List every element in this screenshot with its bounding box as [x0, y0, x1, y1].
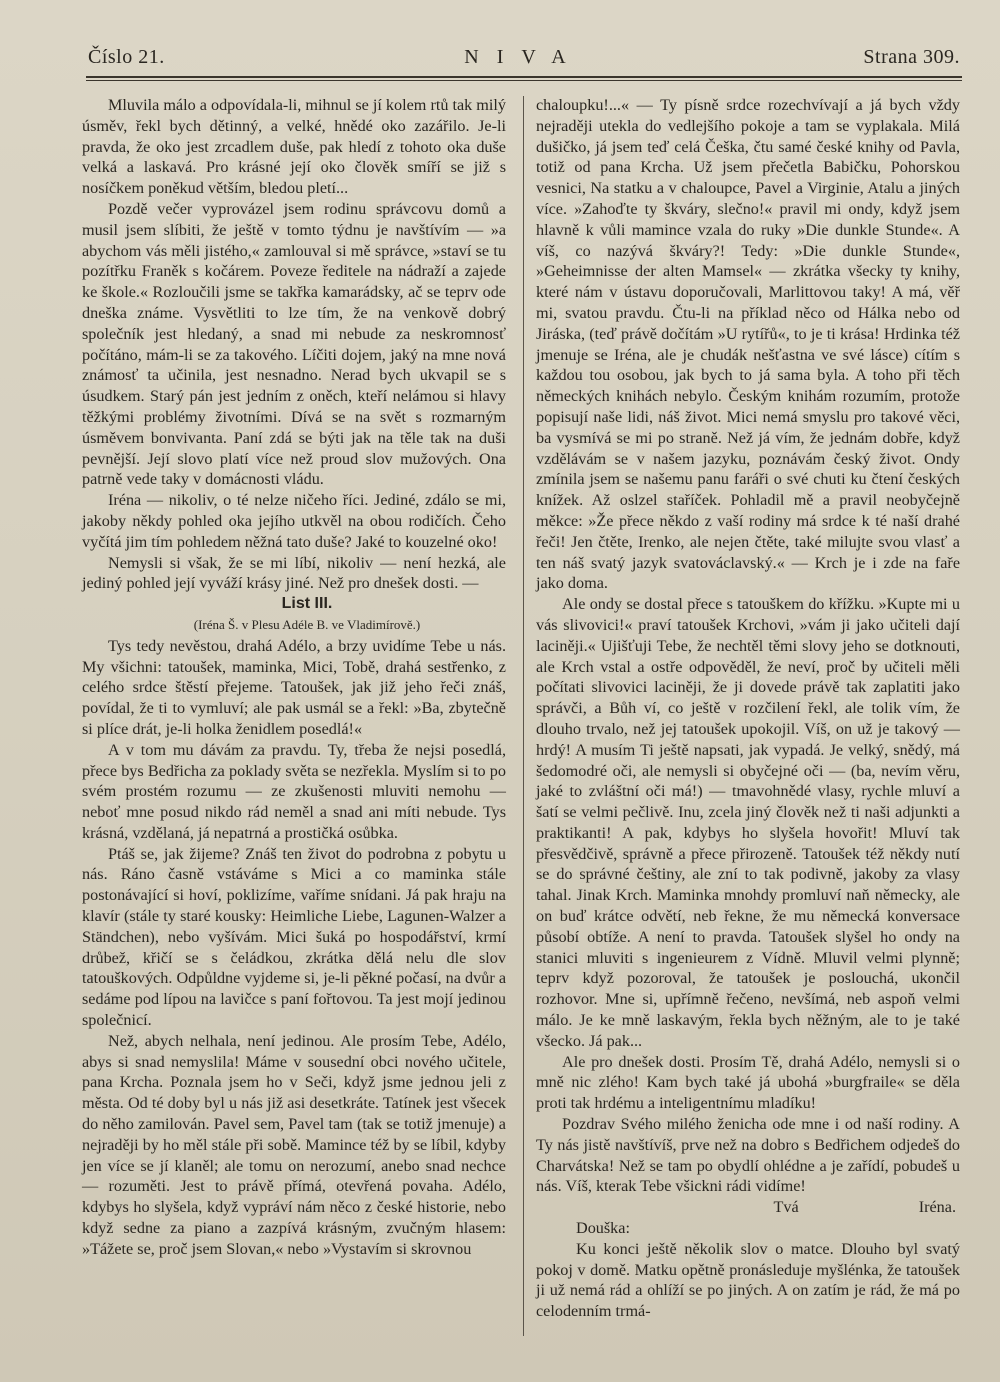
column-divider: [523, 96, 524, 1336]
paragraph: chaloupku!...« — Ty písně srdce rozechvívají a já bych vždy nejraději utekla do vedlejšího pokoje a tam se vyplakala. Milá dušičko, já jsem teď celá Češka, čtu samé české knihy od Pavla, totiž od pana Krcha. Už jsem přečetla Babičku, Pohorskou vesnici, Na statku a v chaloupce, Pavel a Virginie, Atalu a jiných více. »Zahoďte ty škváry, slečno!« pravil mi ondy, když jsem hlavně k vůli mamince vzala do ruky »Die dunkle Stunde«. A víš, co nazývá škváry?! Tedy: »Die dunkle Stunde«, »Geheimnisse der alten Mamsel« — zkrátka všecky ty knihy, které nám v ústavu doporučovali, Marlittovou taky! A má, věř mi, svatou pravdu. Čtu-li na příklad něco od Hálka nebo od Jiráska, (teď právě dočítám »U rytířů«, to je ti krása! Hrdinka též jmenuje se Iréna, ale je chudák nešťastna ve své lásce) cítím s každou tou osobou, jak bych to já sama byla. A toho při těch německých knihách nebylo. Českým knihám rozumím, protože popisují naše lidi, náš život. Mici nemá smyslu pro takové věci, ba vysmívá se mi po straně. Než já vím, že jednám dobře, když vzdělávám se v našem jazyku, poznávám český život. Ondy zmínila jsem se našemu panu faráři o své chuti ku čtení českých knížek. Až oslzel staříček. Pohladil mě a pravil neobyčejně měkce: »Že přece někdo z vaší rodiny má srdce k té naší drahé řeči! Jen čtěte, Irenko, ale nejen čtěte, také milujte svou vlasť a ten náš svatý jazyk svatováclavský.« — Krch je i zde na faře jako doma.: [536, 96, 960, 593]
postscript-text: Ku konci ještě několik slov o matce. Dlouho byl svatý pokoj v domě. Matku opětně pronásleduje myšlénka, že tatoušek ji už nemá rád a ohlíží se po jiných. A on zatím je rád, že má po celodenním trmá-: [536, 1239, 960, 1321]
header-rule-thin: [86, 80, 962, 81]
issue-number: Číslo 21.: [88, 46, 165, 68]
signature-valediction: Tvá: [773, 1198, 799, 1217]
paragraph: Tys tedy nevěstou, drahá Adélo, a brzy uvidíme Tebe u nás. My všichni: tatoušek, maminka, Mici, Tobě, drahá sestřenko, z celého srdce štěstí přejeme. Tatoušek, jak již jeho řeči znáš, povídal, že ti to vymluví; ale pak usmál se a řekl: »Ba, zbytečně si plíce drát, je-li holka ženidlem posedlá!«: [82, 636, 506, 738]
paragraph: Ale pro dnešek dosti. Prosím Tě, drahá Adélo, nemysli si o mně nic zlého! Kam bych také já ubohá »burgfraile« se děla proti tak hrdému a inteligentnímu mladíku!: [536, 1052, 960, 1113]
letter-heading: List III.: [281, 595, 333, 613]
postscript-label: Douška:: [576, 1219, 630, 1238]
paragraph: Nemysli si však, že se mi líbí, nikoliv — není hezká, ale jediný pohled její vyváží krásy jiné. Než pro dnešek dosti. —: [82, 553, 506, 593]
signature-name: Iréna.: [918, 1198, 956, 1217]
paragraph: Iréna — nikoliv, o té nelze ničeho říci. Jediné, zdálo se mi, jakoby někdy pohled oka jejího utkvěl na obou rodičích. Čeho vyčítá jim tím pohledem něžná tato duše? Jaké to kouzelné oko!: [82, 491, 506, 551]
paragraph: Pozdrav Svého milého ženicha ode mne i od naší rodiny. A Ty nás jistě navštívíš, prve než na dobro s Bedřichem odjedeš do Charvátska! Než se tam po obydlí ohlédne a je zařídí, pobudeš u nás. Víš, kterak Tebe všickni rádi vidíme!: [536, 1115, 960, 1196]
paragraph: Ale ondy se dostal přece s tatouškem do křížku. »Kupte mi u vás slivovici!« praví tatoušek Krchovi, »vám ji jako učiteli dají laciněji.« Ujišťuji Tebe, že nechtěl těmi slovy jeho se dotknouti, ale Krch vstal a ostře odpověděl, že neví, proč by učiteli měli počítati slivovici laciněji, že ji dovede právě tak zaplatiti jako správči, a Bůh ví, co ještě v rozčilení řekl, ale tolik vím, že dlouho trvalo, než jej tatoušek upokojil. Víš, on už je takový — hrdý! A musím Ti ještě napsati, jak vypadá. Je velký, snědý, má šedomodré oči, ale nemysli si obyčejné oči — (ba, nevím věru, jaké to zvláštní oči má!) — tmavohnědé vlasy, rychle mluví a šatí se velmi pečlivě. Inu, zcela jiný člověk než ti naši adjunkti a praktikanti! A pak, kdybys ho slyšela hovořit! Mluví tak přesvědčivě, správně a přece přirozeně. Tatoušek též někdy nutí se do správné češtiny, ale zní to tak podivně, jakoby za vlasy tahal. Jinak Krch. Maminka mnohdy promluví naň německy, ale on buď krátce odvětí, neb řekne, že mu německá konversace působí obtíže. A není to pravda. Tatoušek slyšel ho ondy na stanici mluviti s ingenieurem z Vídně. Mluvil velmi plynně; teprv když pozoroval, že tatoušek je poslouchá, ukončil rozhovor. Mne si, upřímně řečeno, nevšímá, neb aspoň velmi málo. Je ke mně laskavým, řekla bych něžným, ale to je také všecko. Já pak...: [536, 595, 960, 1050]
letter-subheading: (Iréna Š. v Plesu Adéle B. ve Vladimírově.): [193, 616, 421, 632]
periodical-title: NIVA: [464, 46, 584, 68]
page-header: [88, 46, 960, 76]
right-column: [536, 95, 960, 1322]
left-column: [82, 95, 506, 1260]
paragraph: Než, abych nelhala, není jedinou. Ale prosím Tebe, Adélo, abys si snad nemyslila! Máme v sousední obci nového učitele, pana Krcha. Poznala jsem ho v Seči, když jsme jednou jeli z města. Od té doby byl u nás již asi desetkráte. Tatínek jest všecek do něho zamilován. Pavel sem, Pavel tam (tak se totiž jmenuje) a nejraději by ho měl stále při sobě. Mamince též by se líbil, kdyby jen více se jí klaněl; ale tomu on nerozumí, anebo snad nechce — rozuměti. Jest to právě přímá, otevřená povaha. Adélo, kdybys ho slyšela, když vypráví nám něco z české historie, nebo když sedne za piano a zazpívá krásným, zvučným hlasem: »Tážete se, proč jsem Slovan,« nebo »Vystavím si skrovnou: [82, 1031, 506, 1258]
header-rule: [86, 76, 962, 78]
paragraph: Mluvila málo a odpovídala-li, mihnul se jí kolem rtů tak milý úsměv, řekl bych dětinný, a velké, hnědé oko zazářilo. Je-li pravda, že oko jest zrcadlem duše, pak hledí z tohoto oka duše velká a laskavá. Pro krásné její oko člověk smíří se již s nosíčkem poněkud větším, bledou pletí...: [82, 96, 506, 198]
paragraph: A v tom mu dávám za pravdu. Ty, třeba že nejsi posedlá, přece bys Bedřicha za poklady světa se nezřekla. Myslím si to po svém prostém rozumu — ze zkušenosti mluviti nemohu — neboť mne posud nikdo rád neměl a snad ani míti nebude. Tys krásná, vzdělaná, já nepatrná a prostičká osůbka.: [82, 740, 506, 842]
signature: [536, 1197, 960, 1218]
paragraph: Ptáš se, jak žijeme? Znáš ten život do podrobna z pobytu u nás. Ráno časně vstáváme s Mici a co maminka stále postonávající si hoví, poklizíme, vaříme snídani. Já pak hraju na klavír (stále ty staré kousky: Heimliche Liebe, Lagunen-Walzer a Ständchen), nebo vyšívám. Mici šuká po hospodářství, krmí drůbež, křičí se s čeládkou, zkrátka dělá nelu dle slov tatouškových. Odpůldne vyjdeme si, je-li pěkné počasí, na dvůr a sedáme pod lípou na lavičce s paní fořtovou. Ta jest mojí jedinou společnicí.: [82, 844, 506, 1030]
paragraph: Pozdě večer vyprovázel jsem rodinu správcovu domů a musil jsem slíbiti, že ještě v tomto týdnu je navštívím — »a abychom vás měli jistého,« zamlouval si mě správce, »staví se tu pozítřku Franěk s kočárem. Poveze ředitele na nádraží a zajede ke škole.« Rozloučili jsme se takřka kamarádsky, ač se teprv ode dneška známe. Vysvětliti to lze tím, že na venkově dobrý společník jest hledaný, a snad mi nebude za neskromnosť počítáno, mám-li se za takového. Líčiti dojem, jaký na mne nová známosť ta učinila, jest nesnadno. Nerad bych ukvapil se s úsudkem. Starý pán jest jedním z oněch, kteří nelámou si hlavy těžkými problémy životními. Dívá se na svět s rozmarným úsměvem bonvivanta. Paní zdá se býti jak na těle tak na duši pevnější. Její slovo platí více než proud slov mužových. Ona patrně vede taky v domácnosti vládu.: [82, 199, 506, 489]
page-number: Strana 309.: [863, 46, 960, 68]
